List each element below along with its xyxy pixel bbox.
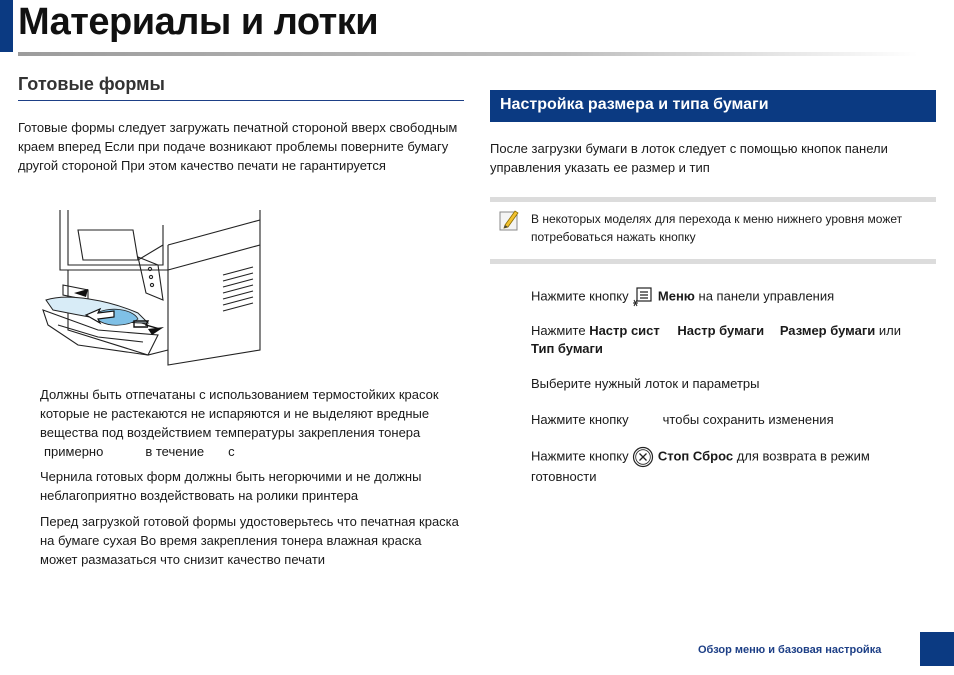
requirement-dry-ink: Перед загрузкой готовой формы удостоверьтесь что печатная краска на бумаге сухая Во время закрепления тонера влажная краска может размазаться что снизит качество печати [40, 514, 459, 567]
step-2 [531, 322, 936, 358]
section-heading-paper-settings: Настройка размера и типа бумаги [500, 96, 769, 113]
title-divider [18, 52, 918, 56]
step-5-suffix: для возврата в режим готовности [531, 448, 870, 484]
step-1-suffix: на панели управления [698, 288, 835, 304]
menu-button-icon [632, 287, 654, 307]
step-1-prefix: Нажмите кнопку [531, 288, 629, 304]
temperature-label: примерно [44, 444, 104, 459]
paper-size-label: Размер бумаги [779, 323, 876, 338]
section-heading-preprinted-forms: Готовые формы [18, 74, 165, 94]
stop-reset-button-icon [632, 446, 654, 468]
requirement-text: Должны быть отпечатаны с использованием термостойких красок которые не растекаются не испаряются и не выделяют вредные вещества под воздействием температуры закрепления тонера [40, 387, 439, 440]
paper-settings-intro: После загрузки бумаги в лоток следует с помощью кнопок панели управления указать ее размер и тип [490, 141, 888, 175]
or-text: или [878, 323, 901, 338]
page-title: Материалы и лотки [18, 1, 379, 43]
requirement-heat-resistant-ink [40, 385, 460, 461]
note-text: В некоторых моделях для перехода к меню нижнего уровня может потребоваться нажать кнопку [531, 212, 903, 244]
printer-tray-illustration [38, 205, 268, 370]
step-2-prefix: Нажмите [531, 323, 586, 338]
section-divider [18, 100, 464, 101]
system-setup-label: Настр сист [589, 323, 660, 338]
step-1 [531, 287, 936, 307]
menu-label: Меню [657, 288, 695, 304]
footer-page-marker [920, 632, 954, 666]
note-pencil-icon [497, 208, 521, 232]
seconds-label: с [228, 444, 235, 459]
paper-type-label: Тип бумаги [531, 341, 603, 356]
step-5-prefix: Нажмите кнопку [531, 448, 629, 464]
title-accent-bar [0, 0, 13, 52]
step-4-prefix: Нажмите кнопку [531, 412, 629, 427]
duration-label: в течение [145, 444, 205, 459]
stop-reset-label: Стоп Сброс [657, 448, 734, 464]
preprinted-intro-text: Готовые формы следует загружать печатной стороной вверх свободным краем вперед Если при подаче возникают проблемы поверните бумагу другой стороной При этом качество печати не гарантируется [18, 120, 458, 173]
step-5 [531, 446, 936, 486]
requirement-nonflammable-ink: Чернила готовых форм должны быть негорючими и не должны неблагоприятно воздействовать на ролики принтера [40, 469, 422, 503]
step-4 [531, 411, 936, 429]
step-3: Выберите нужный лоток и параметры [531, 376, 760, 391]
footer-section-link[interactable]: Обзор меню и базовая настройка [698, 644, 882, 656]
paper-setup-label: Настр бумаги [677, 323, 765, 338]
step-4-suffix: чтобы сохранить изменения [662, 412, 834, 427]
